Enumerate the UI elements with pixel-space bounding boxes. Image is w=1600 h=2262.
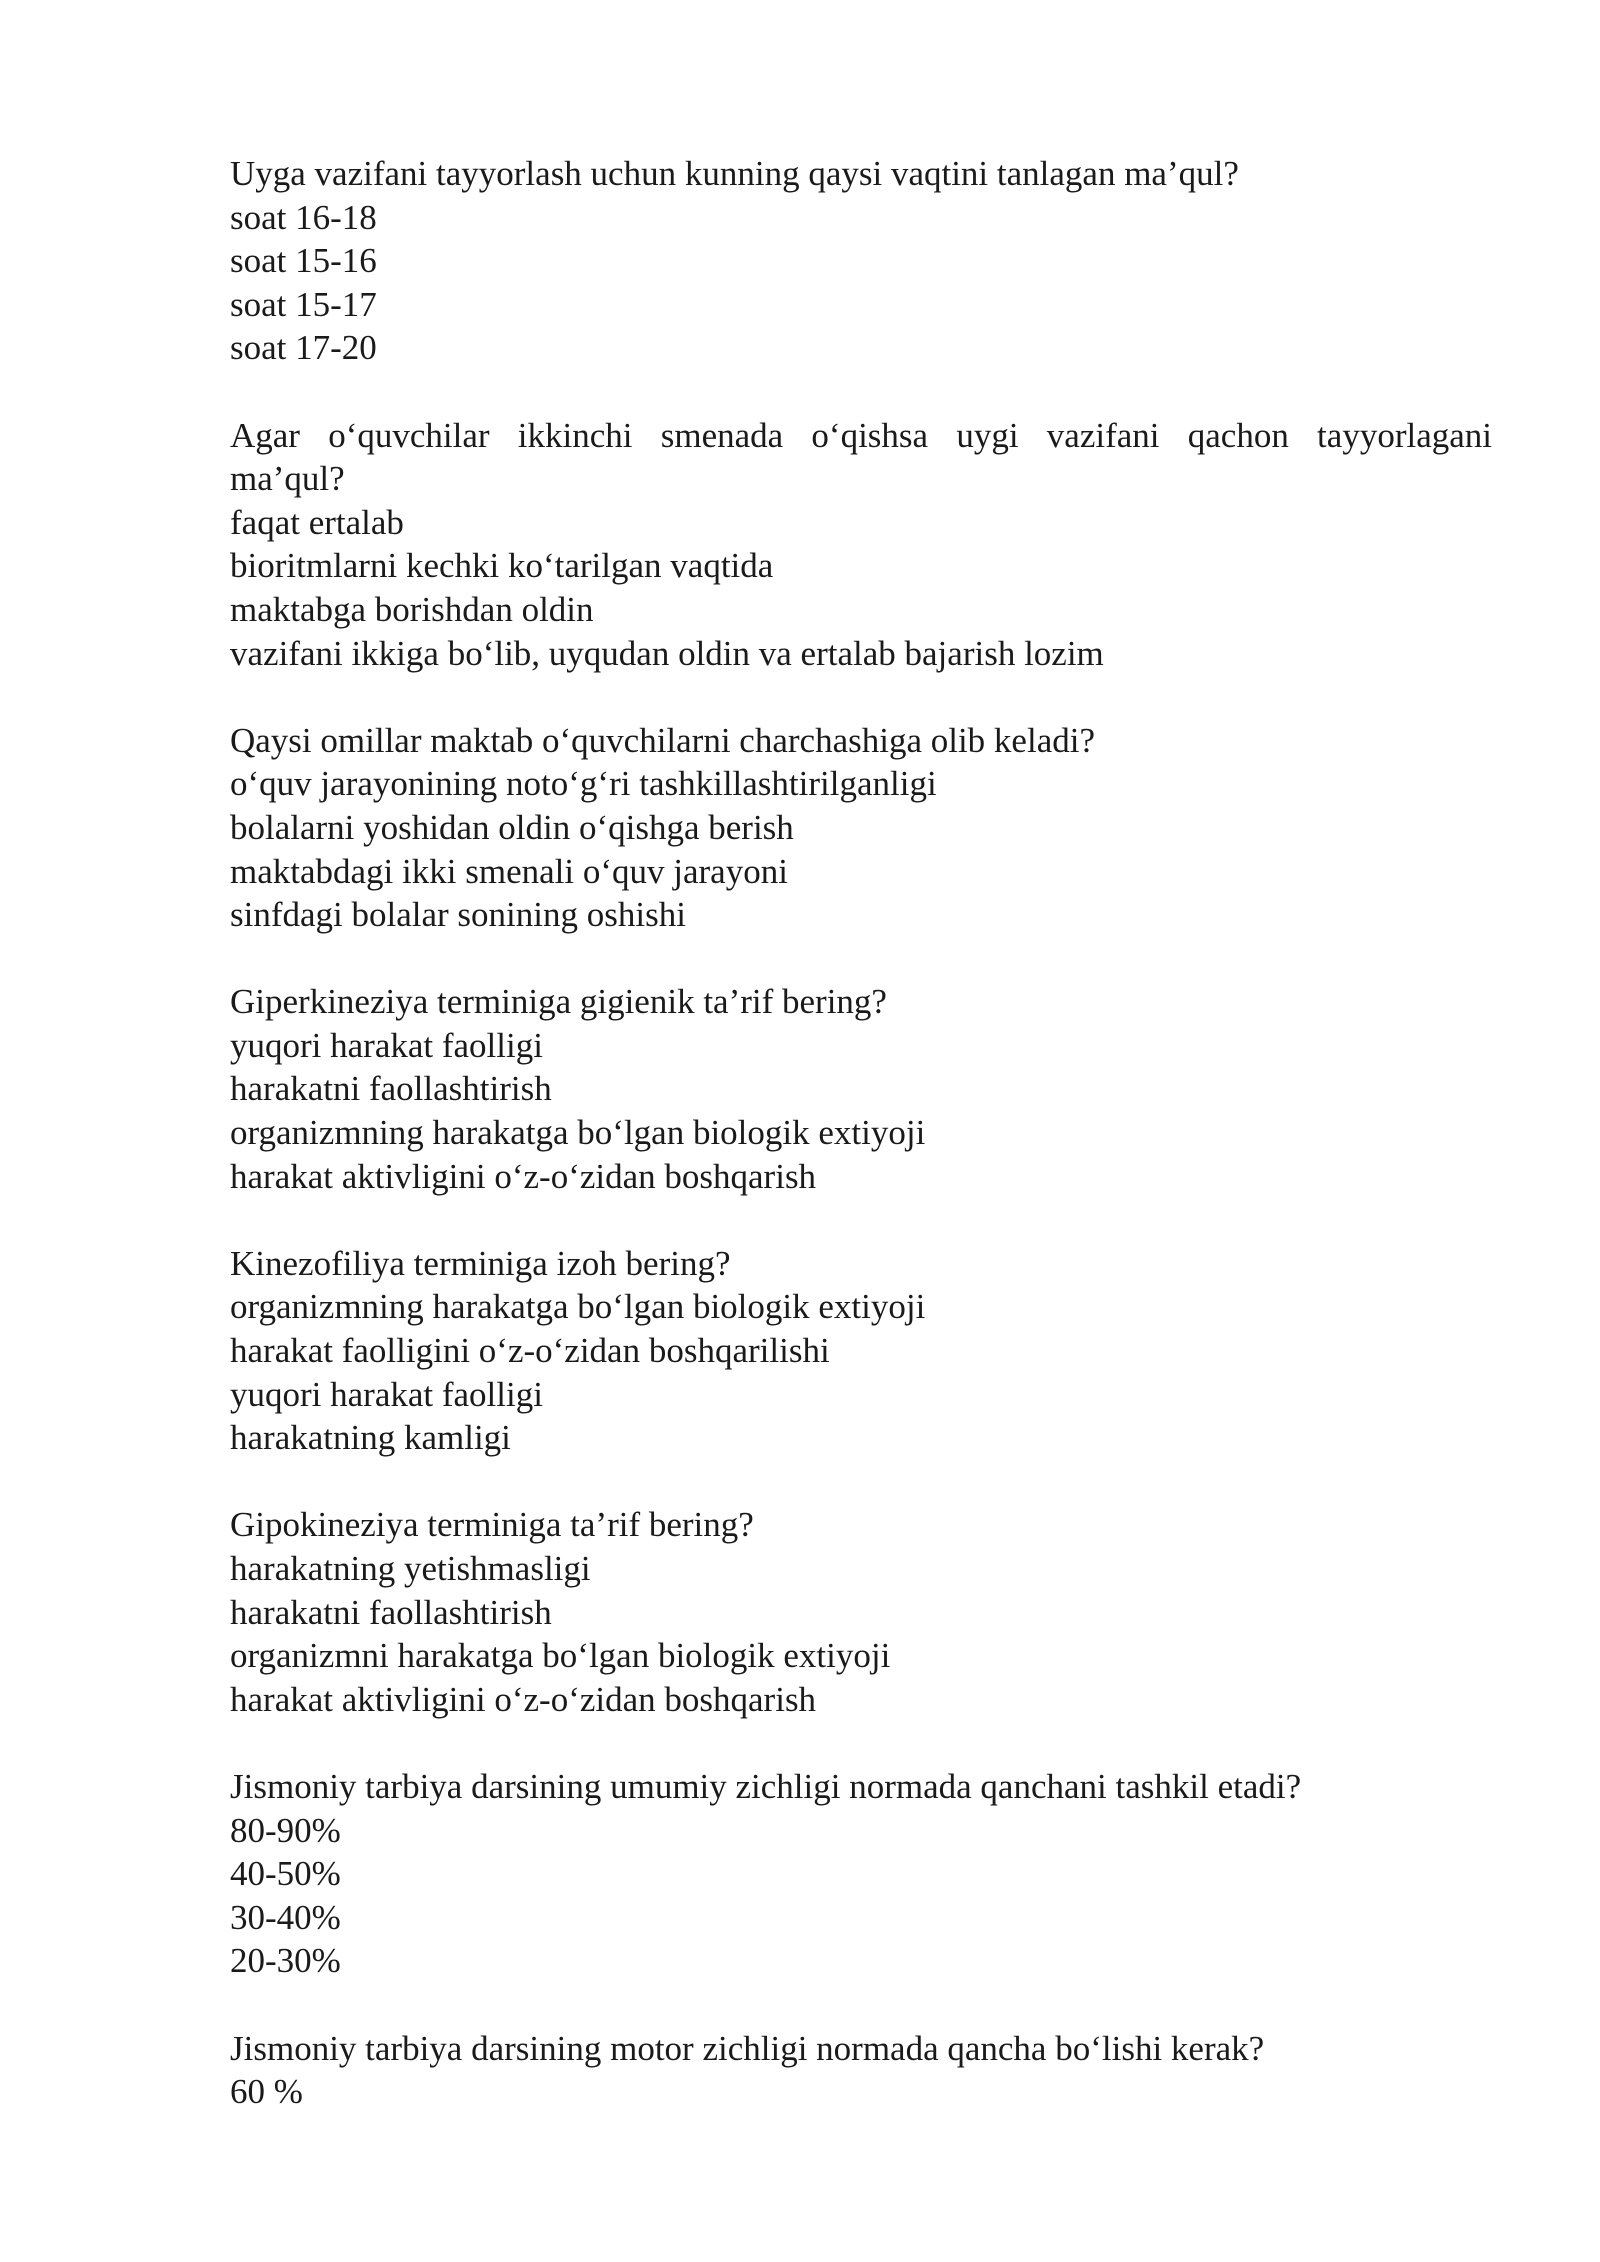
- answer-option: soat 16-18: [230, 197, 377, 237]
- question-block: [230, 980, 1492, 1198]
- answer-option: harakatni faollashtirish: [230, 1592, 552, 1632]
- answer-option: 60 %: [230, 2072, 303, 2112]
- answer-option: maktabdagi ikki smenali o‘quv jarayoni: [230, 851, 788, 891]
- question-text: Giperkineziya terminiga gigienik ta’rif bering?: [230, 982, 887, 1022]
- answer-option: organizmning harakatga bo‘lgan biologik extiyoji: [230, 1287, 926, 1327]
- answer-option: soat 15-17: [230, 284, 377, 324]
- question-block: [230, 1242, 1492, 1460]
- answer-option: harakat aktivligini o‘z-o‘zidan boshqarish: [230, 1156, 817, 1196]
- answer-option: 40-50%: [230, 1854, 341, 1894]
- answer-option: 80-90%: [230, 1810, 341, 1850]
- answer-option: bolalarni yoshidan oldin o‘qishga berish: [230, 807, 794, 847]
- answer-option: soat 15-16: [230, 241, 377, 281]
- answer-option: harakatning kamligi: [230, 1418, 511, 1458]
- answer-option: soat 17-20: [230, 328, 377, 368]
- answer-option: 20-30%: [230, 1941, 341, 1981]
- answer-option: vazifani ikkiga bo‘lib, uyqudan oldin va ertalab bajarish lozim: [230, 633, 1104, 673]
- question-text: Jismoniy tarbiya darsining motor zichligi normada qancha bo‘lishi kerak?: [230, 2028, 1265, 2068]
- question-text: Gipokineziya terminiga ta’rif bering?: [230, 1505, 754, 1545]
- question-text: Jismoniy tarbiya darsining umumiy zichligi normada qanchani tashkil etadi?: [230, 1766, 1302, 1806]
- question-text: Uyga vazifani tayyorlash uchun kunning qaysi vaqtini tanlagan ma’qul?: [230, 154, 1239, 193]
- answer-option: 30-40%: [230, 1897, 341, 1937]
- answer-option: harakatning yetishmasligi: [230, 1549, 591, 1588]
- question-block: [230, 414, 1492, 676]
- answer-option: o‘quv jarayonining noto‘g‘ri tashkillashtirilganligi: [230, 764, 937, 804]
- answer-option: bioritmlarni kechki ko‘tarilgan vaqtida: [230, 546, 774, 586]
- question-block: [230, 1503, 1492, 1721]
- answer-option: yuqori harakat faolligi: [230, 1025, 543, 1065]
- answer-option: organizmni harakatga bo‘lgan biologik extiyoji: [230, 1636, 891, 1676]
- document-body: [230, 152, 1492, 2157]
- answer-option: harakat faolligini o‘z-o‘zidan boshqarilishi: [230, 1331, 830, 1371]
- answer-option: harakatni faollashtirish: [230, 1069, 552, 1109]
- question-text: Kinezofiliya terminiga izoh bering?: [230, 1243, 731, 1283]
- answer-option: sinfdagi bolalar sonining oshishi: [230, 895, 686, 935]
- question-block: [230, 1765, 1492, 1983]
- question-text: Agar o‘quvchilar ikkinchi smenada o‘qishsa uygi vazifani qachon tayyorlagani ma’qul?: [230, 415, 1492, 499]
- question-block: [230, 719, 1492, 937]
- answer-option: maktabga borishdan oldin: [230, 589, 594, 629]
- question-text: Qaysi omillar maktab o‘quvchilarni charchashiga olib keladi?: [230, 720, 1095, 760]
- answer-option: yuqori harakat faolligi: [230, 1374, 543, 1414]
- question-block: [230, 2027, 1492, 2114]
- answer-option: organizmning harakatga bo‘lgan biologik extiyoji: [230, 1113, 926, 1153]
- answer-option: faqat ertalab: [230, 502, 404, 542]
- question-block: [230, 152, 1492, 370]
- answer-option: harakat aktivligini o‘z-o‘zidan boshqarish: [230, 1679, 817, 1719]
